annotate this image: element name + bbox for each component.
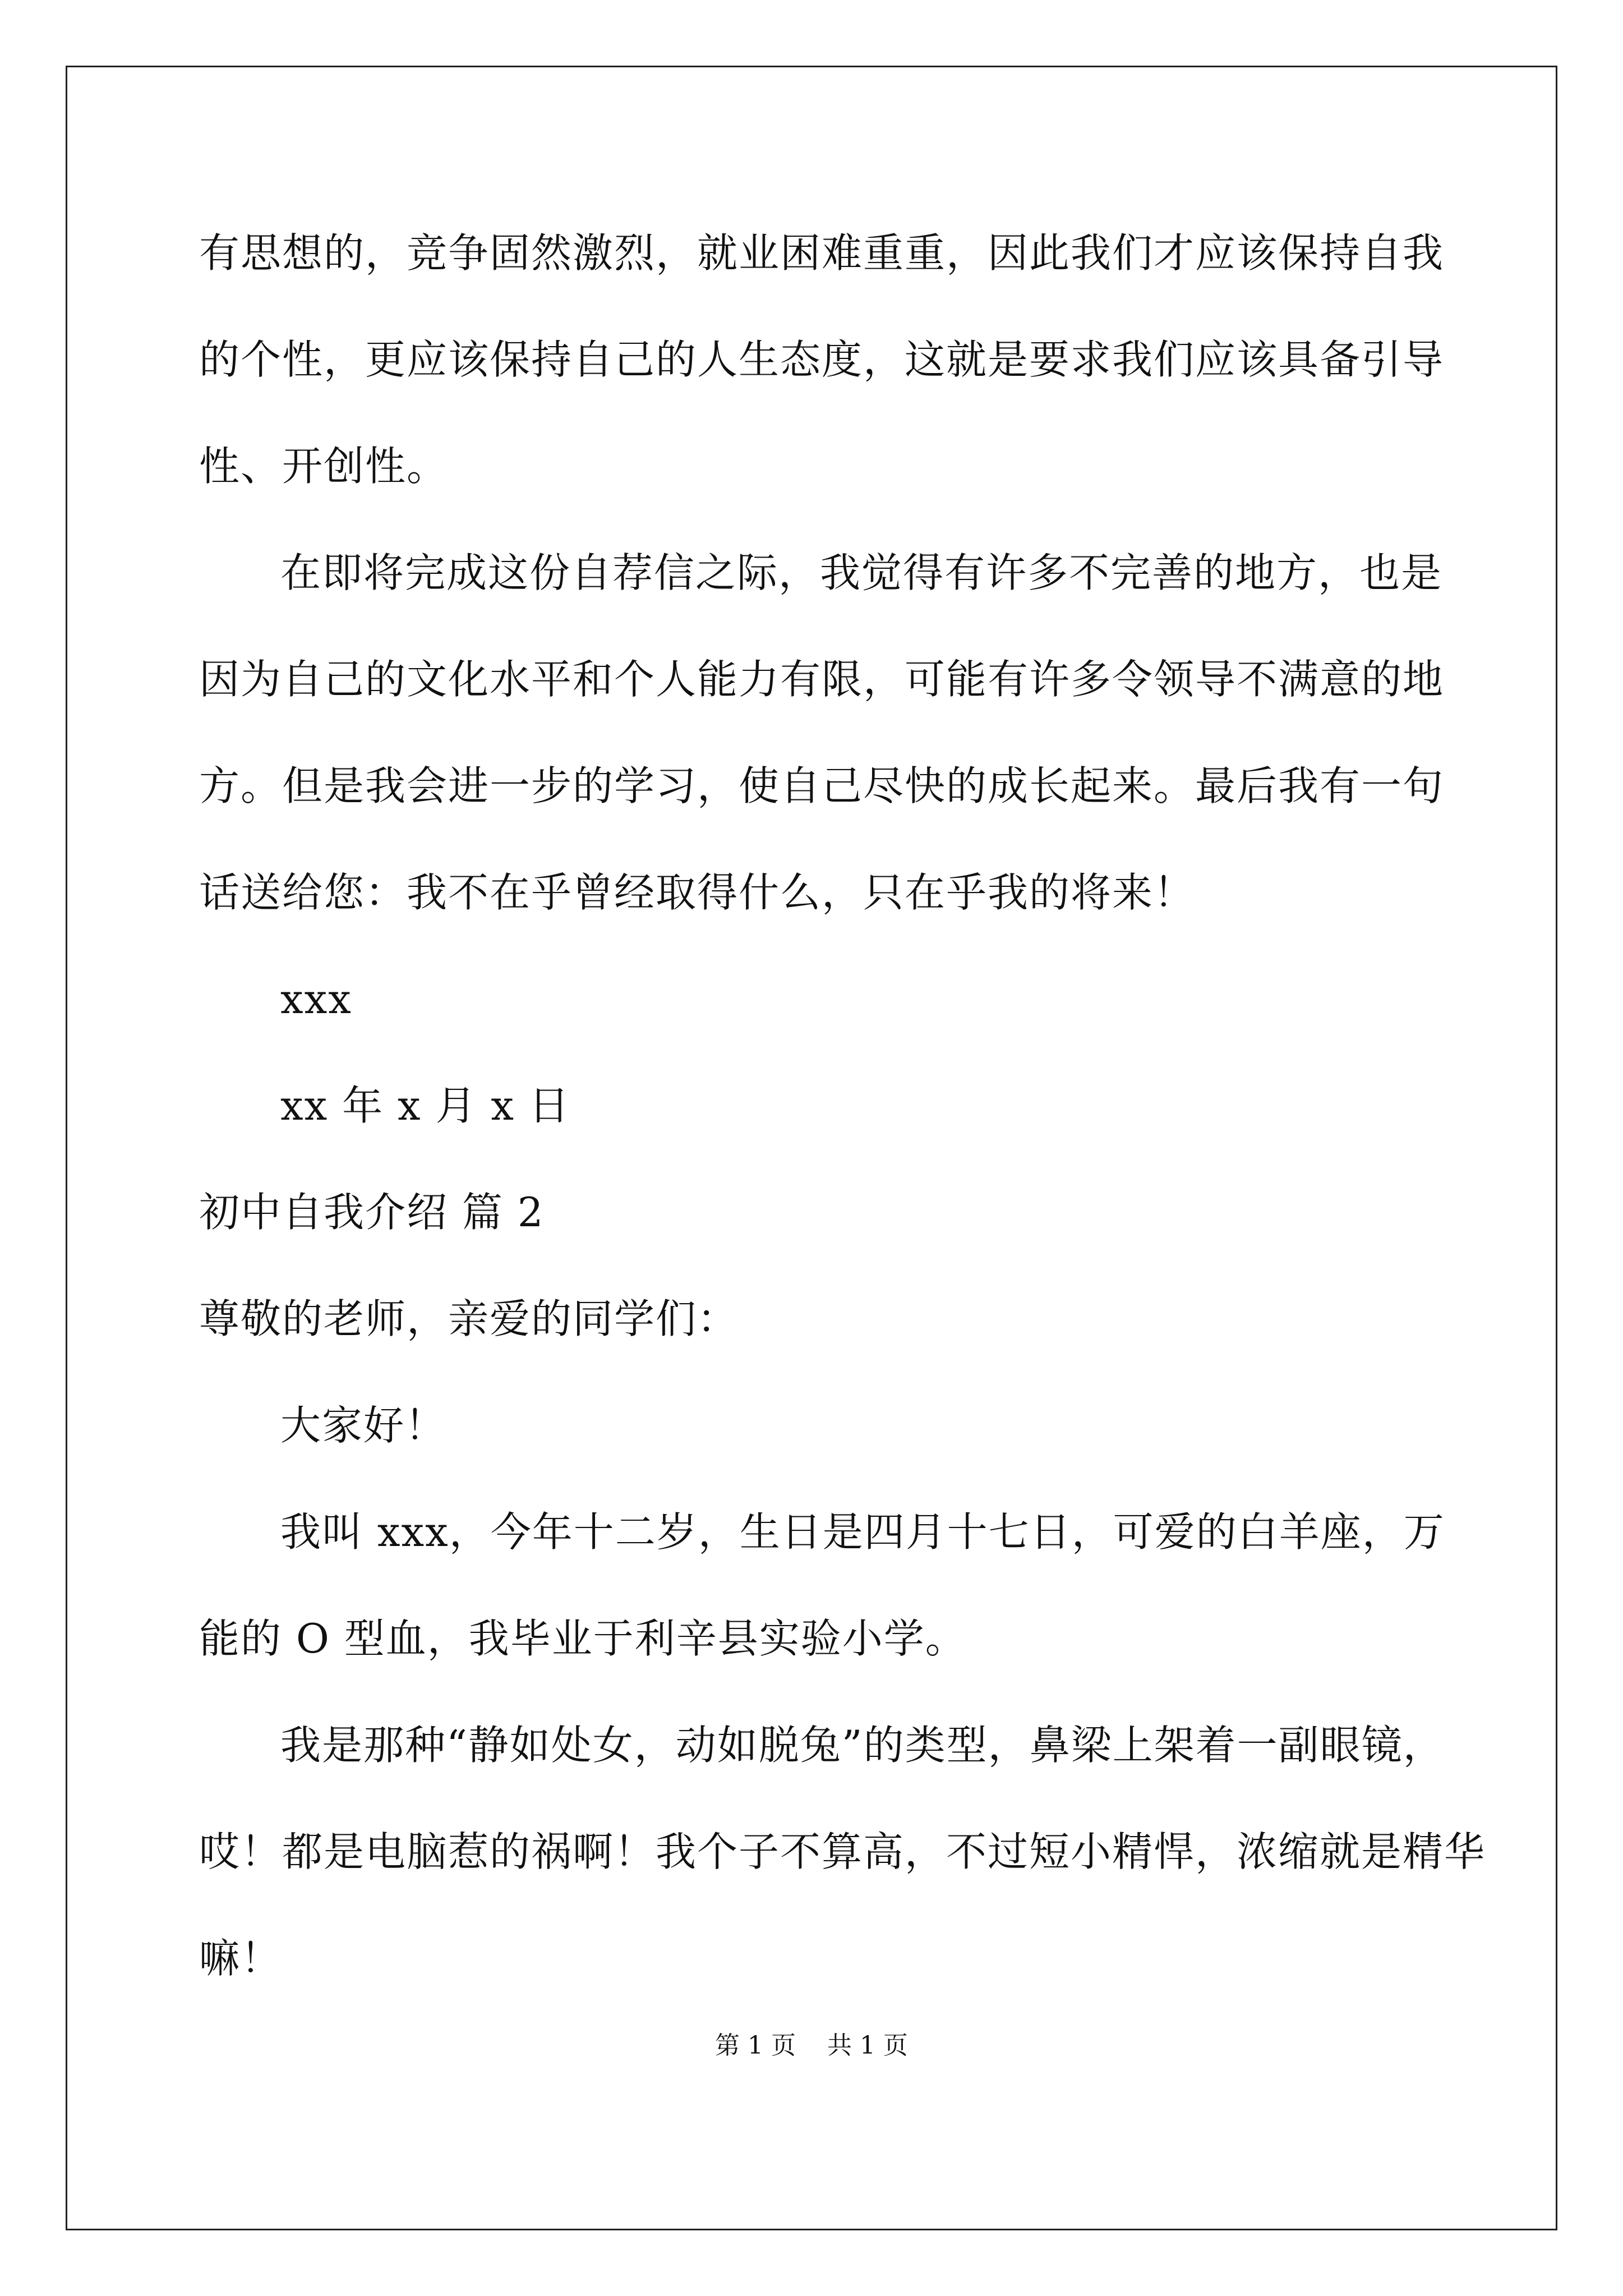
salutation: 尊敬的老师，亲爱的同学们： — [199, 1295, 739, 1342]
body-text-line: 方。但是我会进一步的学习，使自己尽快的成长起来。最后我有一句 — [199, 762, 1445, 809]
body-text-line: 话送给您：我不在乎曾经取得什么，只在乎我的将来！ — [199, 869, 1196, 916]
page-border — [66, 66, 1557, 2230]
section-heading: 初中自我介绍 篇 2 — [199, 1189, 545, 1236]
signature-name: xxx — [280, 976, 352, 1023]
greeting: 大家好！ — [280, 1402, 447, 1449]
body-text-line: 在即将完成这份自荐信之际，我觉得有许多不完善的地方，也是 — [280, 549, 1443, 596]
body-text-line: 我是那种“静如处女，动如脱兔”的类型，鼻梁上架着一副眼镜， — [280, 1722, 1445, 1769]
body-text-line: 因为自己的文化水平和个人能力有限，可能有许多令领导不满意的地 — [199, 656, 1445, 703]
body-text-line: 有思想的，竞争固然激烈，就业困难重重，因此我们才应该保持自我 — [199, 229, 1445, 277]
body-text-line: 能的 O 型血，我毕业于利辛县实验小学。 — [199, 1615, 967, 1662]
signature-date: xx 年 x 月 x 日 — [280, 1082, 570, 1129]
body-text-line: 嘛！ — [199, 1935, 283, 1982]
body-text-line: 我叫 xxx，今年十二岁，生日是四月十七日，可爱的白羊座，万 — [280, 1508, 1445, 1556]
body-text-line: 性、开创性。 — [199, 443, 449, 490]
body-text-line: 哎！都是电脑惹的祸啊！我个子不算高，不过短小精悍，浓缩就是精华 — [199, 1828, 1486, 1875]
body-text-line: 的个性，更应该保持自己的人生态度，这就是要求我们应该具备引导 — [199, 336, 1445, 383]
page-number-footer: 第 1 页 共 1 页 — [715, 2031, 908, 2060]
